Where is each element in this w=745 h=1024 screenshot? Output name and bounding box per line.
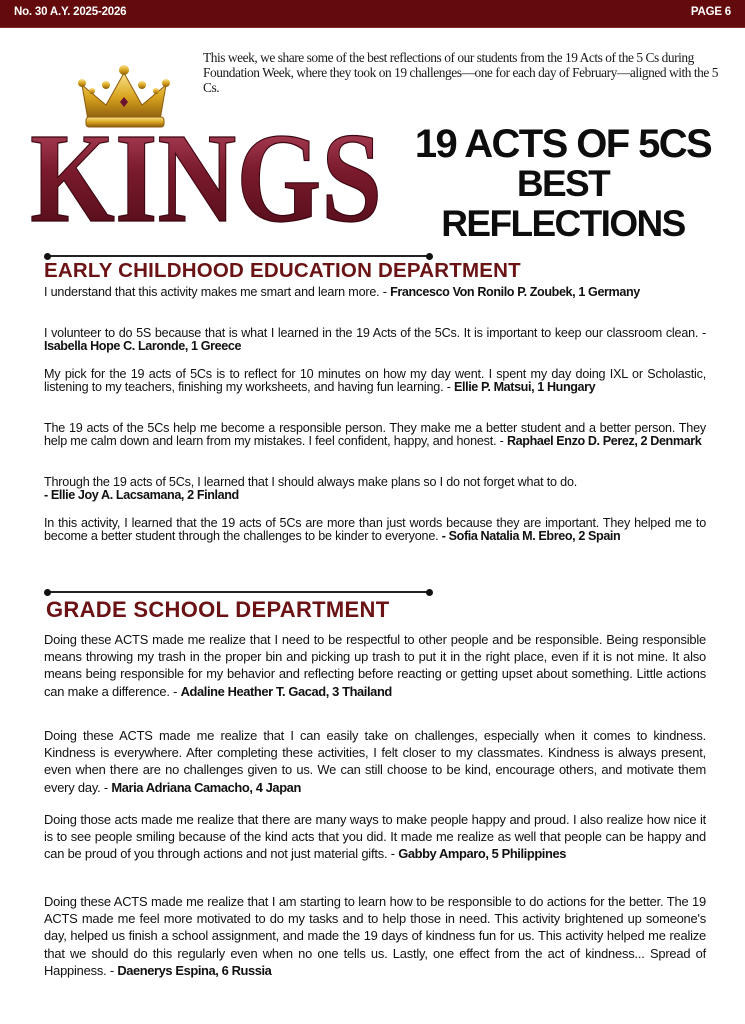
kings-logo: [26, 55, 386, 249]
reflection: [44, 811, 706, 863]
reflection-author: Maria Adriana Camacho, 4 Japan: [111, 779, 301, 795]
reflection-author: - Sofia Natalia M. Ebreo, 2 Spain: [441, 529, 621, 544]
reflection: [44, 727, 706, 796]
kings-logo-art: [26, 55, 386, 249]
reflection-text: Through the 19 acts of 5Cs, I learned that I should always make plans so I do not forget what to do.: [44, 475, 578, 489]
reflection-author: Raphael Enzo D. Perez, 2 Denmark: [506, 434, 702, 449]
reflection-text: In this activity, I learned that the 19 acts of 5Cs are more than just words because they are important. They helped me to become a better student through the challenges to be kinder to everyone.: [44, 516, 706, 544]
section-divider: [47, 591, 430, 593]
reflection: [44, 893, 706, 979]
intro-text: This week, we share some of the best reflections of our students from the 19 Acts of the 5 Cs during Foundation Week, where they took on 19 challenges—one for each day of February—aligned with the 5 Cs.: [203, 50, 719, 96]
reflection-text: Doing these ACTS made me realize that I can easily take on challenges, especially when it comes to kindness. Kindness is everywhere. After completing these activities, I felt closer to my classmates. Kindness is always present, even when there are no challenges given to us. We can still choose to be kind, encourage others, and motivate them every day. -: [44, 728, 706, 795]
section-title-ece: EARLY CHILDHOOD EDUCATION DEPARTMENT: [44, 259, 521, 282]
page-number: PAGE 6: [690, 6, 731, 18]
section-divider: [47, 255, 430, 257]
reflection-author: Daenerys Espina, 6 Russia: [117, 962, 272, 978]
reflection-author: Gabby Amparo, 5 Philippines: [398, 846, 566, 862]
reflection: [44, 422, 706, 449]
reflection-text: I understand that this activity makes me smart and learn more. -: [44, 285, 391, 299]
reflection-author: Isabella Hope C. Laronde, 1 Greece: [44, 339, 242, 354]
reflection-author: - Ellie Joy A. Lacsamana, 2 Finland: [44, 488, 239, 503]
reflection-author: Ellie P. Matsui, 1 Hungary: [454, 380, 596, 395]
reflection-text: Doing those acts made me realize that there are many ways to make people happy and proud. I also realize how nice it is to see people smiling because of the kind acts that you did. It made me realize as well that people can be happy and can be proud of you through actions and not just material gifts. -: [44, 812, 706, 862]
reflection: [44, 286, 706, 299]
reflection: [44, 476, 706, 503]
reflection-text: Doing these ACTS made me realize that I am starting to learn how to be responsible to do actions for the better. The 19 ACTS made me feel more motivated to do my tasks and to help those in need. This activity brightened up someone's day, helped us finish a school assignment, and made the 19 days of kindness fun for us. This activity helped me realize that we should do this regularly even when no one tells us. Lastly, one effect from the act of kindness... Spread of Happiness. -: [44, 894, 706, 978]
issue-number: No. 30 A.Y. 2025-2026: [14, 6, 127, 18]
reflection-text: I volunteer to do 5S because that is what I learned in the 19 Acts of the 5Cs. It is important to keep our classroom clean. -: [44, 326, 706, 340]
reflection-text: My pick for the 19 acts of 5Cs is to reflect for 10 minutes on how my day went. I spent my day doing IXL or Scholastic, listening to my teachers, finishing my worksheets, and having fun learning. -: [44, 367, 706, 395]
reflection: [44, 631, 706, 700]
section-title-grade-school: GRADE SCHOOL DEPARTMENT: [46, 597, 390, 622]
reflection: [44, 517, 706, 544]
reflection-text: Doing these ACTS made me realize that I need to be respectful to other people and be responsible. Being responsible means throwing my trash in the proper bin and picking up trash to put it in the right place, even if it is not mine. It also means being responsible for my behavior and reflecting before reacting or getting upset about something. Little actions can make a difference. -: [44, 632, 706, 699]
logo-text: KINGS: [30, 107, 382, 249]
headline: [398, 124, 728, 244]
reflection: [44, 368, 706, 395]
header-bar: [0, 0, 745, 28]
reflection-author: Adaline Heather T. Gacad, 3 Thailand: [180, 683, 392, 699]
reflection: [44, 327, 706, 354]
headline-line-2: BEST REFLECTIONS: [441, 163, 685, 244]
reflection-text: The 19 acts of the 5Cs help me become a responsible person. They make me a better student and a better person. They help me calm down and learn from my mistakes. I feel confident, happy, and honest. -: [44, 421, 706, 449]
headline-line-1: 19 ACTS OF 5CS: [414, 122, 712, 166]
reflection-author: Francesco Von Ronilo P. Zoubek, 1 Germany: [390, 285, 640, 299]
